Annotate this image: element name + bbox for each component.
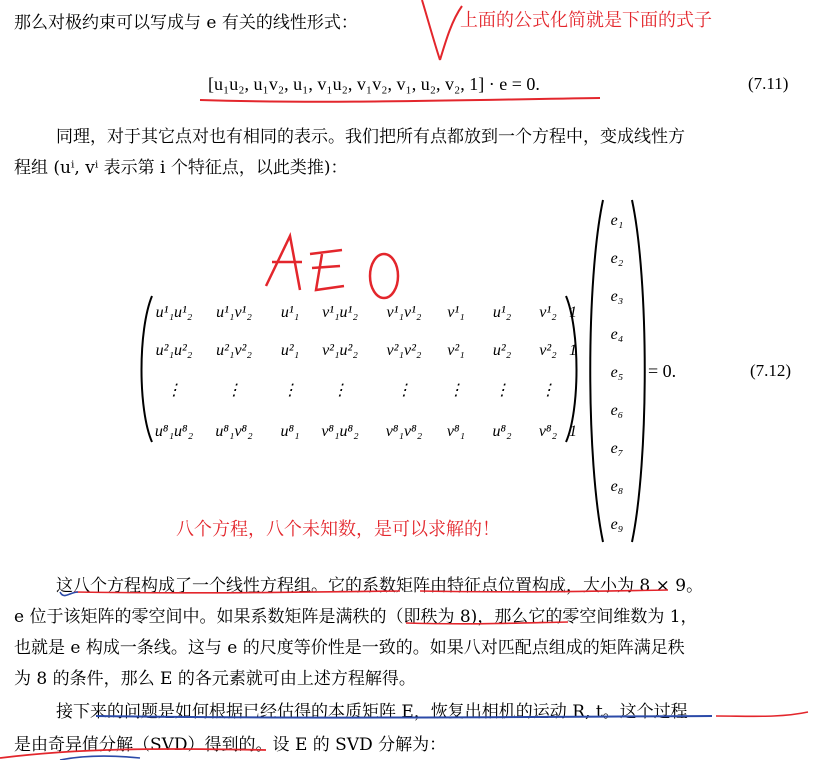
matrix-cell: v⁸₁ [446,423,466,440]
matrix-cell: u⁸₁v⁸₂ [215,423,253,440]
equation-7-12-rhs: = 0. [648,361,677,381]
matrix-cell: ⋮ [494,382,510,399]
matrix-cell: u¹₁u¹₂ [155,304,193,321]
bottom-annotation: 八个方程，八个未知数，是可以求解的！ [176,519,500,540]
matrix-cell: v²₁v²₂ [386,342,422,359]
matrix-cell: ⋮ [282,382,298,399]
intro-text: 那么对极约束可以写成与 e 有关的线性形式： [14,13,358,33]
vector-e-entry: e₉ [610,516,624,533]
handwritten-ae0-icon [266,236,398,298]
vector-e-entry: e₈ [610,478,624,495]
matrix-cell: 1 [569,304,577,321]
matrix-cell: u²₂ [492,342,512,359]
paragraph1-line4: 为 8 的条件，那么 E 的各元素就可由上述方程解得。 [14,669,416,689]
matrix-cell: u¹₁ [280,304,300,321]
matrix-cell: v¹₂ [539,304,557,321]
matrix-cell: v²₂ [539,342,557,359]
matrix-cell: ⋮ [540,382,556,399]
matrix-cell: ⋮ [332,382,348,399]
matrix-cell: v²₁ [447,342,465,359]
matrix-cell: v⁸₂ [538,423,558,440]
matrix-cell: ⋮ [396,382,412,399]
paragraph1-line1: 这八个方程构成了一个线性方程组。它的系数矩阵由特征点位置构成，大小为 8 × 9。 [56,576,704,596]
matrix-cell: u⁸₁u⁸₂ [154,423,194,440]
equation-number-7-12: (7.12) [750,361,792,380]
matrix-cell: 1 [569,423,577,440]
vector-e-entry: e₅ [610,364,624,381]
equation-number-7-11: (7.11) [748,74,789,93]
matrix-cell: ⋮ [166,382,182,399]
vector-e-entry: e₁ [610,212,624,229]
matrix-cell: u²₁u²₂ [155,342,193,359]
matrix-cell: v¹₁u¹₂ [322,304,358,321]
matrix-cell: v¹₁ [447,304,465,321]
matrix-cell: v¹₁v¹₂ [386,304,422,321]
same-text-line1: 同理，对于其它点对也有相同的表示。我们把所有点都放到一个方程中，变成线性方 [56,127,685,147]
vector-e-entry: e₂ [610,250,624,267]
matrix-cell: 1 [569,342,577,359]
vec-left-paren [590,200,603,542]
matrix-cell: v²₁u²₂ [322,342,358,359]
vec-right-paren [632,200,645,542]
red-arrow-icon [422,0,440,60]
vector-e-entry: e₄ [610,326,624,343]
paragraph2-line1: 接下来的问题是如何根据已经估得的本质矩阵 E，恢复出相机的运动 R, t。这个过程 [56,702,688,722]
top-annotation: 上面的公式化简就是下面的式子 [460,10,712,31]
equation-7-11: [u₁u₂, u₁v₂, u₁, v₁u₂, v₁v₂, v₁, u₂, v₂, 1] · e = 0. [208,74,540,94]
paragraph1-line3: 也就是 e 构成一条线。这与 e 的尺度等价性是一致的。如果八对匹配点组成的矩阵满足秩 [14,638,685,658]
vector-e-entry: e₇ [610,440,624,457]
matrix-cell: v⁸₁u⁸₂ [321,423,359,440]
matrix-cell: u⁸₂ [492,423,512,440]
matrix-cell: v⁸₁v⁸₂ [385,423,423,440]
matrix-cell: ⋮ [448,382,464,399]
matrix-cell: u⁸₁ [280,423,300,440]
red-underline-eq [200,98,600,102]
matrix-cell: u¹₁v¹₂ [216,304,252,321]
matrix-cell: u²₁v²₂ [216,342,252,359]
matrix-cell: u¹₂ [492,304,512,321]
matrix-cell: ⋮ [226,382,242,399]
paragraph2-line2: 是由奇异值分解（SVD）得到的。设 E 的 SVD 分解为： [14,735,447,755]
matrix-cell: u²₁ [280,342,300,359]
paragraph1-line2: e 位于该矩阵的零空间中。如果系数矩阵是满秩的（即秩为 8)，那么它的零空间维数为 1， [14,607,698,627]
same-text-line2: 程组 (uⁱ, vⁱ 表示第 i 个特征点，以此类推)： [14,158,348,178]
vector-e-entry: e₃ [610,288,624,305]
vector-e-entry: e₆ [610,402,624,419]
